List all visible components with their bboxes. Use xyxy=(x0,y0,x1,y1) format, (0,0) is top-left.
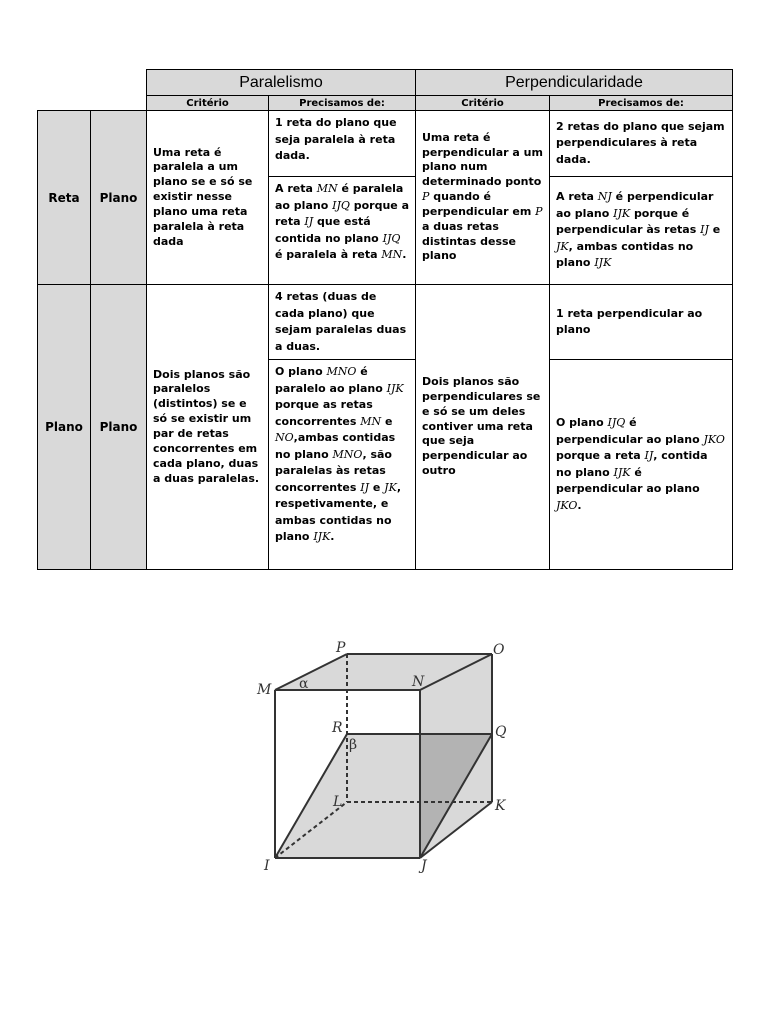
label-K: K xyxy=(495,798,506,814)
precisamos-plano-plano-perpendicular: 1 reta perpendicular ao plano xyxy=(550,285,733,360)
exemplo-reta-plano-paralelo: A reta MN é paralela ao plano IJQ porque a reta IJ que está contida no plano IJQ é paralela à reta MN. xyxy=(269,177,416,285)
label-O: O xyxy=(493,642,505,658)
precisamos-plano-plano-paralelo: 4 retas (duas de cada plano) que sejam paralelas duas a duas. xyxy=(269,285,416,360)
label-alpha: α xyxy=(299,676,309,692)
precisamos-reta-plano-perpendicular: 2 retas do plano que sejam perpendiculares à reta dada. xyxy=(550,111,733,177)
label-P: P xyxy=(336,640,346,656)
criterio-plano-plano-paralelo: Dois planos são paralelos (distintos) se e só se existir um par de retas concorrentes em cada plano, duas a duas paralelas. xyxy=(147,285,269,570)
criterio-plano-plano-perpendicular: Dois planos são perpendiculares se e só se um deles contiver uma reta que seja perpendicular ao outro xyxy=(416,285,550,570)
label-R: R xyxy=(332,720,343,736)
precisamos-reta-plano-paralelo: 1 reta do plano que seja paralela à reta dada. xyxy=(269,111,416,177)
corner-blank-2 xyxy=(38,96,147,111)
row-label-reta: Reta xyxy=(38,111,91,285)
comparison-table xyxy=(37,69,733,570)
label-beta: β xyxy=(349,737,358,753)
subheader-criterio-par: Critério xyxy=(147,96,269,111)
subheader-criterio-perp: Critério xyxy=(416,96,550,111)
subheader-precisamos-par: Precisamos de: xyxy=(269,96,416,111)
cube-figure xyxy=(250,636,520,876)
subheader-precisamos-perp: Precisamos de: xyxy=(550,96,733,111)
corner-blank xyxy=(38,70,147,96)
exemplo-reta-plano-perpendicular: A reta NJ é perpendicular ao plano IJK porque é perpendicular às retas IJ e JK, ambas contidas no plano IJK xyxy=(550,177,733,285)
row-label-plano-2: Plano xyxy=(91,285,147,570)
header-perpendicularidade: Perpendicularidade xyxy=(416,70,733,96)
exemplo-plano-plano-perpendicular: O plano IJQ é perpendicular ao plano JKO porque a reta IJ, contida no plano IJK é perpendicular ao plano JKO. xyxy=(550,360,733,570)
row-label-plano: Plano xyxy=(91,111,147,285)
exemplo-plano-plano-paralelo: O plano MNO é paralelo ao plano IJK porque as retas concorrentes MN e NO,ambas contidas no plano MNO, são paralelas às retas concorrentes IJ e JK, respetivamente, e ambas contidas no plano IJK. xyxy=(269,360,416,570)
label-J: J xyxy=(421,858,427,874)
label-L: L xyxy=(333,794,343,810)
label-M: M xyxy=(257,682,272,698)
row-label-plano-1: Plano xyxy=(38,285,91,570)
header-paralelismo: Paralelismo xyxy=(147,70,416,96)
criterio-reta-plano-perpendicular: Uma reta é perpendicular a um plano num determinado ponto P quando é perpendicular em P a duas retas distintas desse plano xyxy=(416,111,550,285)
label-Q: Q xyxy=(495,724,507,740)
label-I: I xyxy=(264,858,270,874)
label-N: N xyxy=(412,674,425,690)
criterio-reta-plano-paralelo: Uma reta é paralela a um plano se e só se existir nesse plano uma reta paralela à reta dada xyxy=(147,111,269,285)
